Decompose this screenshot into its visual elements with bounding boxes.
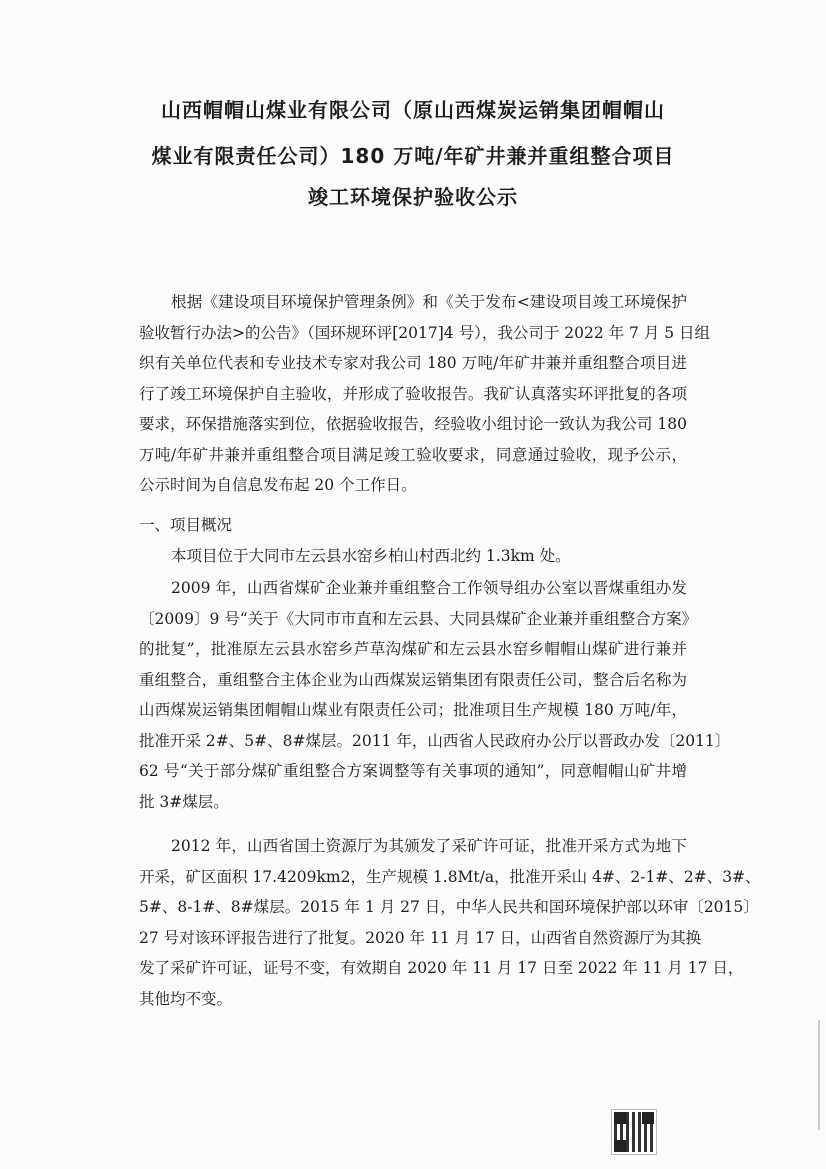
- text-line: 〔2009〕9 号“关于《大同市市直和左云县、大同县煤矿企业兼并重组整合方案》: [139, 609, 698, 628]
- text-line: 27 号对该环评报告进行了批复。2020 年 11 月 17 日，山西省自然资源厅为其换: [139, 928, 702, 947]
- location-paragraph: [171, 541, 691, 572]
- text-line: 2009 年，山西省煤矿企业兼并重组整合工作领导组办公室以晋煤重组办发: [171, 579, 687, 597]
- text-line: 2012 年，山西省国土资源厅为其颁发了采矿许可证，批准开采方式为地下: [171, 837, 687, 855]
- scan-edge-divider: [818, 1020, 820, 1130]
- section-heading: 一、项目概况: [139, 516, 233, 534]
- text-line: 批准开采 2#、5#、8#煤层。2011 年，山西省人民政府办公厅以晋政办发〔2011〕: [139, 731, 731, 750]
- intro-paragraph: [139, 287, 711, 501]
- text-line: 根据《建设项目环境保护管理条例》和《关于发布<建设项目竣工环境保护: [171, 293, 687, 311]
- text-line: 发了采矿许可证，证号不变，有效期自 2020 年 11 月 17 日至 2022 年 11 月 17 日，: [139, 959, 744, 977]
- text-line: 的批复”，批准原左云县水窑乡芦草沟煤矿和左云县水窑乡帽帽山煤矿进行兼并: [139, 640, 687, 658]
- text-line: 行了竣工环境保护自主验收，并形成了验收报告。我矿认真落实环评批复的各项: [139, 384, 687, 403]
- text-line: 万吨/年矿井兼并重组整合项目满足竣工验收要求，同意通过验收，现予公示，: [139, 445, 687, 464]
- license-paragraph: [139, 831, 761, 1014]
- qr-code-icon: [612, 1110, 656, 1154]
- text-line: 织有关单位代表和专业技术专家对我公司 180 万吨/年矿井兼并重组整合项目进: [139, 354, 687, 372]
- title-line-2: 煤业有限责任公司）180 万吨/年矿井兼并重组整合项目: [151, 144, 675, 168]
- text-line: 山西煤炭运销集团帽帽山煤业有限责任公司；批准项目生产规模 180 万吨/年，: [139, 701, 687, 719]
- title-line-1: 山西帽帽山煤业有限公司（原山西煤炭运销集团帽帽山: [161, 98, 665, 122]
- text-line: 62 号“关于部分煤矿重组整合方案调整等有关事项的通知”，同意帽帽山矿井增: [139, 762, 687, 780]
- history-paragraph: [139, 573, 731, 817]
- text-line: 其他均不变。: [139, 989, 233, 1008]
- title-line-3: 竣工环境保护验收公示: [308, 185, 518, 209]
- text-line: 重组整合，重组整合主体企业为山西煤炭运销集团有限责任公司，整合后名称为: [139, 670, 687, 689]
- text-line: 要求，环保措施落实到位，依据验收报告，经验收小组讨论一致认为我公司 180: [139, 415, 687, 433]
- text-line: 本项目位于大同市左云县水窑乡柏山村西北约 1.3km 处。: [171, 547, 571, 565]
- text-line: 5#、8-1#、8#煤层。2015 年 1 月 27 日，中华人民共和国环境保护部以环审〔2015〕: [139, 898, 759, 916]
- text-line: 验收暂行办法>的公告》（国环规环评[2017]4 号），我公司于 2022 年 7 月 5 日组: [139, 323, 711, 342]
- text-line: 开采，矿区面积 17.4209km2，生产规模 1.8Mt/a，批准开采山 4#、2-1#、2#、3#、: [139, 867, 761, 886]
- text-line: 批 3#煤层。: [139, 792, 229, 811]
- text-line: 公示时间为自信息发布起 20 个工作日。: [139, 476, 417, 494]
